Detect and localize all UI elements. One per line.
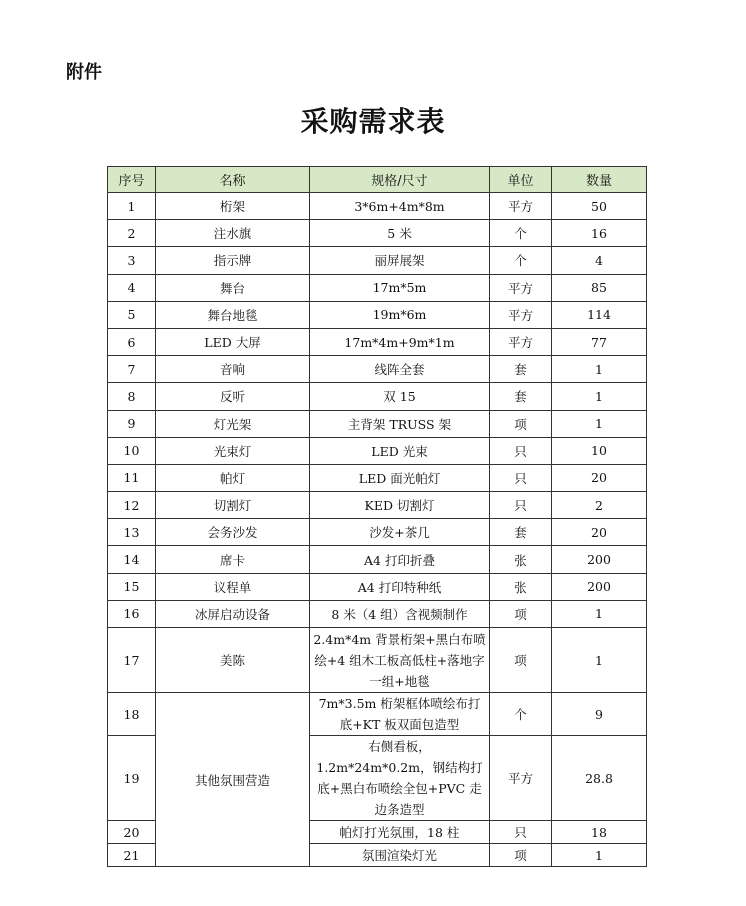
table-row (108, 356, 647, 383)
item-qty: 20 (552, 519, 647, 546)
item-name: 美陈 (156, 628, 310, 693)
item-qty: 4 (552, 247, 647, 274)
item-spec: 主背架 TRUSS 架 (310, 410, 490, 437)
item-unit: 平方 (490, 193, 552, 220)
row-number: 5 (108, 301, 156, 328)
item-unit: 平方 (490, 274, 552, 301)
table-row (108, 328, 647, 355)
row-number: 14 (108, 546, 156, 573)
item-name: 光束灯 (156, 437, 310, 464)
table-row (108, 600, 647, 627)
header-qty: 数量 (552, 167, 647, 193)
item-qty: 1 (552, 628, 647, 693)
item-spec: 5 米 (310, 220, 490, 247)
item-unit: 平方 (490, 328, 552, 355)
table-row (108, 247, 647, 274)
page-title: 采购需求表 (300, 105, 446, 138)
row-number: 20 (108, 821, 156, 844)
item-name: 音响 (156, 356, 310, 383)
item-spec: 右侧看板，1.2m*24m*0.2m，钢结构打底+黑白布喷绘全包+PVC 走边条造型 (310, 736, 490, 821)
item-spec: 7m*3.5m 桁架框体喷绘布打底+KT 板双面包造型 (310, 693, 490, 736)
item-unit: 项 (490, 410, 552, 437)
table-row (108, 464, 647, 491)
table-row (108, 519, 647, 546)
table-row (108, 220, 647, 247)
item-spec: A4 打印折叠 (310, 546, 490, 573)
item-qty: 20 (552, 464, 647, 491)
item-unit: 平方 (490, 301, 552, 328)
item-unit: 个 (490, 220, 552, 247)
item-spec: 2.4m*4m 背景桁架+黑白布喷绘+4 组木工板高低柱+落地字一组+地毯 (310, 628, 490, 693)
item-spec: 19m*6m (310, 301, 490, 328)
item-spec: KED 切割灯 (310, 492, 490, 519)
item-spec: 双 15 (310, 383, 490, 410)
item-qty: 85 (552, 274, 647, 301)
item-unit: 个 (490, 247, 552, 274)
item-name: 注水旗 (156, 220, 310, 247)
item-spec: LED 光束 (310, 437, 490, 464)
table-row (108, 437, 647, 464)
item-name: 会务沙发 (156, 519, 310, 546)
item-unit: 项 (490, 628, 552, 693)
item-qty: 10 (552, 437, 647, 464)
item-qty: 50 (552, 193, 647, 220)
item-unit: 套 (490, 383, 552, 410)
table-row (108, 546, 647, 573)
item-unit: 套 (490, 519, 552, 546)
procurement-table (107, 166, 647, 867)
item-spec: 17m*4m+9m*1m (310, 328, 490, 355)
item-spec: 帕灯打光氛围，18 柱 (310, 821, 490, 844)
row-number: 13 (108, 519, 156, 546)
row-number: 21 (108, 844, 156, 867)
item-unit: 项 (490, 844, 552, 867)
item-qty: 1 (552, 383, 647, 410)
item-qty: 28.8 (552, 736, 647, 821)
item-spec: A4 打印特种纸 (310, 573, 490, 600)
item-unit: 个 (490, 693, 552, 736)
header-spec: 规格/尺寸 (310, 167, 490, 193)
row-number: 12 (108, 492, 156, 519)
item-qty: 1 (552, 356, 647, 383)
item-unit: 平方 (490, 736, 552, 821)
item-spec: 8 米（4 组）含视频制作 (310, 600, 490, 627)
row-number: 1 (108, 193, 156, 220)
row-number: 18 (108, 693, 156, 736)
item-qty: 77 (552, 328, 647, 355)
group-name: 其他氛围营造 (156, 693, 310, 867)
row-number: 2 (108, 220, 156, 247)
item-name: 议程单 (156, 573, 310, 600)
item-qty: 18 (552, 821, 647, 844)
row-number: 16 (108, 600, 156, 627)
item-name: 桁架 (156, 193, 310, 220)
row-number: 15 (108, 573, 156, 600)
row-number: 9 (108, 410, 156, 437)
item-unit: 只 (490, 464, 552, 491)
item-name: 舞台地毯 (156, 301, 310, 328)
item-name: LED 大屏 (156, 328, 310, 355)
row-number: 10 (108, 437, 156, 464)
header-name: 名称 (156, 167, 310, 193)
item-qty: 1 (552, 844, 647, 867)
row-number: 6 (108, 328, 156, 355)
item-unit: 张 (490, 573, 552, 600)
item-spec: 3*6m+4m*8m (310, 193, 490, 220)
item-unit: 只 (490, 437, 552, 464)
header-no: 序号 (108, 167, 156, 193)
item-qty: 9 (552, 693, 647, 736)
row-number: 7 (108, 356, 156, 383)
header-row (108, 167, 647, 193)
item-name: 冰屏启动设备 (156, 600, 310, 627)
item-qty: 200 (552, 546, 647, 573)
row-number: 8 (108, 383, 156, 410)
table-row (108, 301, 647, 328)
row-number: 4 (108, 274, 156, 301)
table-row (108, 573, 647, 600)
attachment-label: 附件 (66, 62, 102, 83)
item-spec: 沙发+茶几 (310, 519, 490, 546)
row-number: 3 (108, 247, 156, 274)
table-row (108, 693, 647, 736)
item-spec: 丽屏展架 (310, 247, 490, 274)
table-row (108, 383, 647, 410)
item-qty: 200 (552, 573, 647, 600)
item-unit: 只 (490, 492, 552, 519)
item-qty: 16 (552, 220, 647, 247)
item-qty: 114 (552, 301, 647, 328)
table-row (108, 628, 647, 693)
item-spec: 线阵全套 (310, 356, 490, 383)
item-spec: LED 面光帕灯 (310, 464, 490, 491)
row-number: 19 (108, 736, 156, 821)
table-row (108, 410, 647, 437)
item-unit: 套 (490, 356, 552, 383)
table-row (108, 492, 647, 519)
item-name: 反听 (156, 383, 310, 410)
item-qty: 2 (552, 492, 647, 519)
item-name: 灯光架 (156, 410, 310, 437)
item-spec: 17m*5m (310, 274, 490, 301)
item-qty: 1 (552, 600, 647, 627)
item-name: 席卡 (156, 546, 310, 573)
table-row (108, 193, 647, 220)
item-name: 切割灯 (156, 492, 310, 519)
item-name: 帕灯 (156, 464, 310, 491)
item-unit: 张 (490, 546, 552, 573)
item-unit: 项 (490, 600, 552, 627)
table-row (108, 274, 647, 301)
row-number: 11 (108, 464, 156, 491)
row-number: 17 (108, 628, 156, 693)
header-unit: 单位 (490, 167, 552, 193)
item-name: 舞台 (156, 274, 310, 301)
item-unit: 只 (490, 821, 552, 844)
item-name: 指示牌 (156, 247, 310, 274)
item-spec: 氛围渲染灯光 (310, 844, 490, 867)
item-qty: 1 (552, 410, 647, 437)
